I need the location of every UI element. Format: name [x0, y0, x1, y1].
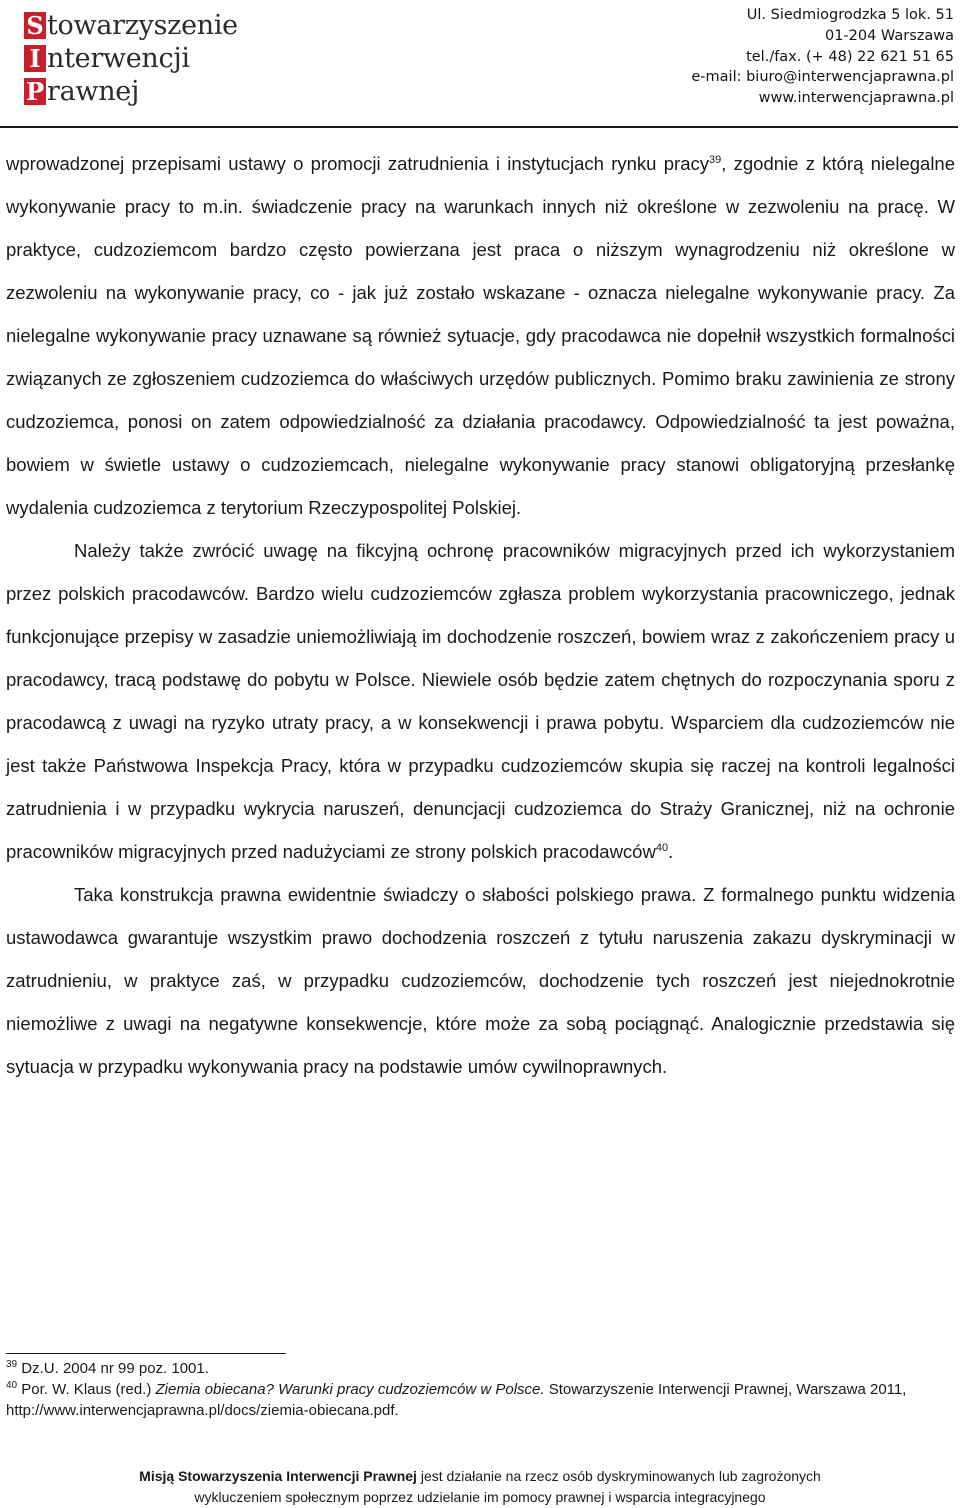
footnote-divider [6, 1353, 286, 1354]
footnote-39-text: Dz.U. 2004 nr 99 poz. 1001. [21, 1360, 209, 1377]
paragraph-1 [6, 142, 955, 529]
footnote-ref-39[interactable]: 39 [708, 153, 722, 166]
footnote-40 [6, 1379, 955, 1421]
paragraph-2 [6, 529, 955, 873]
paragraph-3-text: Taka konstrukcja prawna ewidentnie świadczy o słabości polskiego prawa. Z formalnego punktu widzenia ustawodawca gwarantuje wszystkim prawo dochodzenia roszczeń z tytułu naruszenia zakazu dyskryminacji w zatrudnieniu, w praktyce zaś, w przypadku cudzoziemców, dochodzenie tych roszczeń jest niejednokrotnie niemożliwe z uwagi na negatywne konsekwencje, które może za sobą pociągnąć. Analogicznie przedstawia się sytuacja w przypadku wykonywania pracy na podstawie umów cywilnoprawnych. [6, 884, 955, 1077]
footnote-39-number: 39 [6, 1359, 18, 1370]
footnotes [6, 1358, 955, 1421]
footer-line-1 [0, 1466, 960, 1487]
logo-initial-i: I [24, 45, 46, 72]
logo-line-2 [24, 39, 274, 72]
header-divider [0, 126, 958, 128]
footnote-39 [6, 1358, 955, 1379]
paragraph-1-rest: , zgodnie z którą nielegalne wykonywanie pracy to m.in. świadczenie pracy na warunkach innych niż określone w zezwoleniu na pracę. W praktyce, cudzoziemcom bardzo często powierzana jest praca o niższym wynagrodzeniu niż określone w zezwoleniu na wykonywanie pracy, co - jak już zostało wskazane - oznacza nielegalne wykonywanie pracy. Za nielegalne wykonywanie pracy uznawane są również sytuacje, gdy pracodawca nie dopełnił wszystkich formalności związanych ze zgłoszeniem cudzoziemca do właściwych urzędów publicznych. Pomimo braku zawinienia ze strony cudzoziemca, ponosi on zatem odpowiedzialność za działania pracodawcy. Odpowiedzialność ta jest poważna, bowiem w świetle ustawy o cudzoziemcach, nielegalne wykonywanie pracy stanowi obligatoryjną przesłankę wydalenia cudzoziemca z terytorium Rzeczypospolitej Polskiej. [6, 153, 956, 518]
contact-website[interactable]: www.interwencjaprawna.pl [758, 90, 954, 107]
footnote-ref-40[interactable]: 40 [655, 841, 669, 854]
logo-word-1: towarzyszenie [47, 10, 238, 41]
footer-line-2: wykluczeniem społecznym poprzez udzielanie im pomocy prawnej i wsparcia integracyjnego [194, 1489, 766, 1505]
page-footer [0, 1466, 960, 1508]
footnote-40-suffix: Stowarzyszenie Interwencji Prawnej, Warszawa 2011, http://www.interwencjaprawna.pl/docs/ziemia-obiecana.pdf. [6, 1381, 907, 1419]
footnote-40-title: Ziemia obiecana? Warunki pracy cudzoziemców w Polsce. [155, 1381, 545, 1398]
contact-block [691, 5, 954, 109]
logo-line-1 [24, 6, 274, 39]
footer-mission-bold: Misją Stowarzyszenia Interwencji Prawnej [139, 1468, 417, 1484]
footer-line-1-rest: jest działanie na rzecz osób dyskryminowanych lub zagrożonych [416, 1468, 821, 1484]
paragraph-2-text: Należy także zwrócić uwagę na fikcyjną ochronę pracowników migracyjnych przed ich wykorzystaniem przez polskich pracodawców. Bardzo wielu cudzoziemców zgłasza problem wykorzystania pracowniczego, jednak funkcjonujące przepisy w zasadzie uniemożliwiają im dochodzenie roszczeń, bowiem wraz z zakończeniem pracy u pracodawcy, tracą podstawę do pobytu w Polsce. Niewiele osób będzie zatem chętnych do rozpoczynania sporu z pracodawcą z uwagi na ryzyko utraty pracy, a w konsekwencji i prawa pobytu. Wsparciem dla cudzoziemców nie jest także Państwowa Inspekcja Pracy, która w przypadku cudzoziemców skupia się raczej na kontroli legalności zatrudnienia i w przypadku wykrycia naruszeń, denuncjacji cudzoziemca do Straży Granicznej, niż na ochronie pracowników migracyjnych przed nadużyciami ze strony polskich pracodawców [6, 540, 955, 862]
paragraph-1-start: wprowadzonej przepisami ustawy o promocji zatrudnienia i instytucjach rynku pracy [6, 153, 709, 174]
organization-logo [24, 6, 274, 105]
contact-city: 01-204 Warszawa [824, 27, 954, 44]
contact-phone: tel./fax. (+ 48) 22 621 51 65 [746, 48, 954, 65]
logo-line-3 [24, 72, 274, 105]
contact-email[interactable]: e-mail: biuro@interwencjaprawna.pl [691, 69, 954, 86]
logo-initial-s: S [24, 12, 46, 39]
paragraph-2-end: . [668, 841, 674, 862]
logo-word-3: rawnej [47, 76, 140, 107]
footnote-40-prefix: Por. W. Klaus (red.) [21, 1381, 156, 1398]
paragraph-3 [6, 873, 955, 1088]
contact-address: Ul. Siedmiogrodzka 5 lok. 51 [746, 7, 954, 23]
logo-initial-p: P [25, 77, 45, 106]
footnote-40-number: 40 [6, 1380, 18, 1391]
logo-word-2: nterwencji [47, 43, 190, 74]
main-text [6, 142, 955, 1088]
